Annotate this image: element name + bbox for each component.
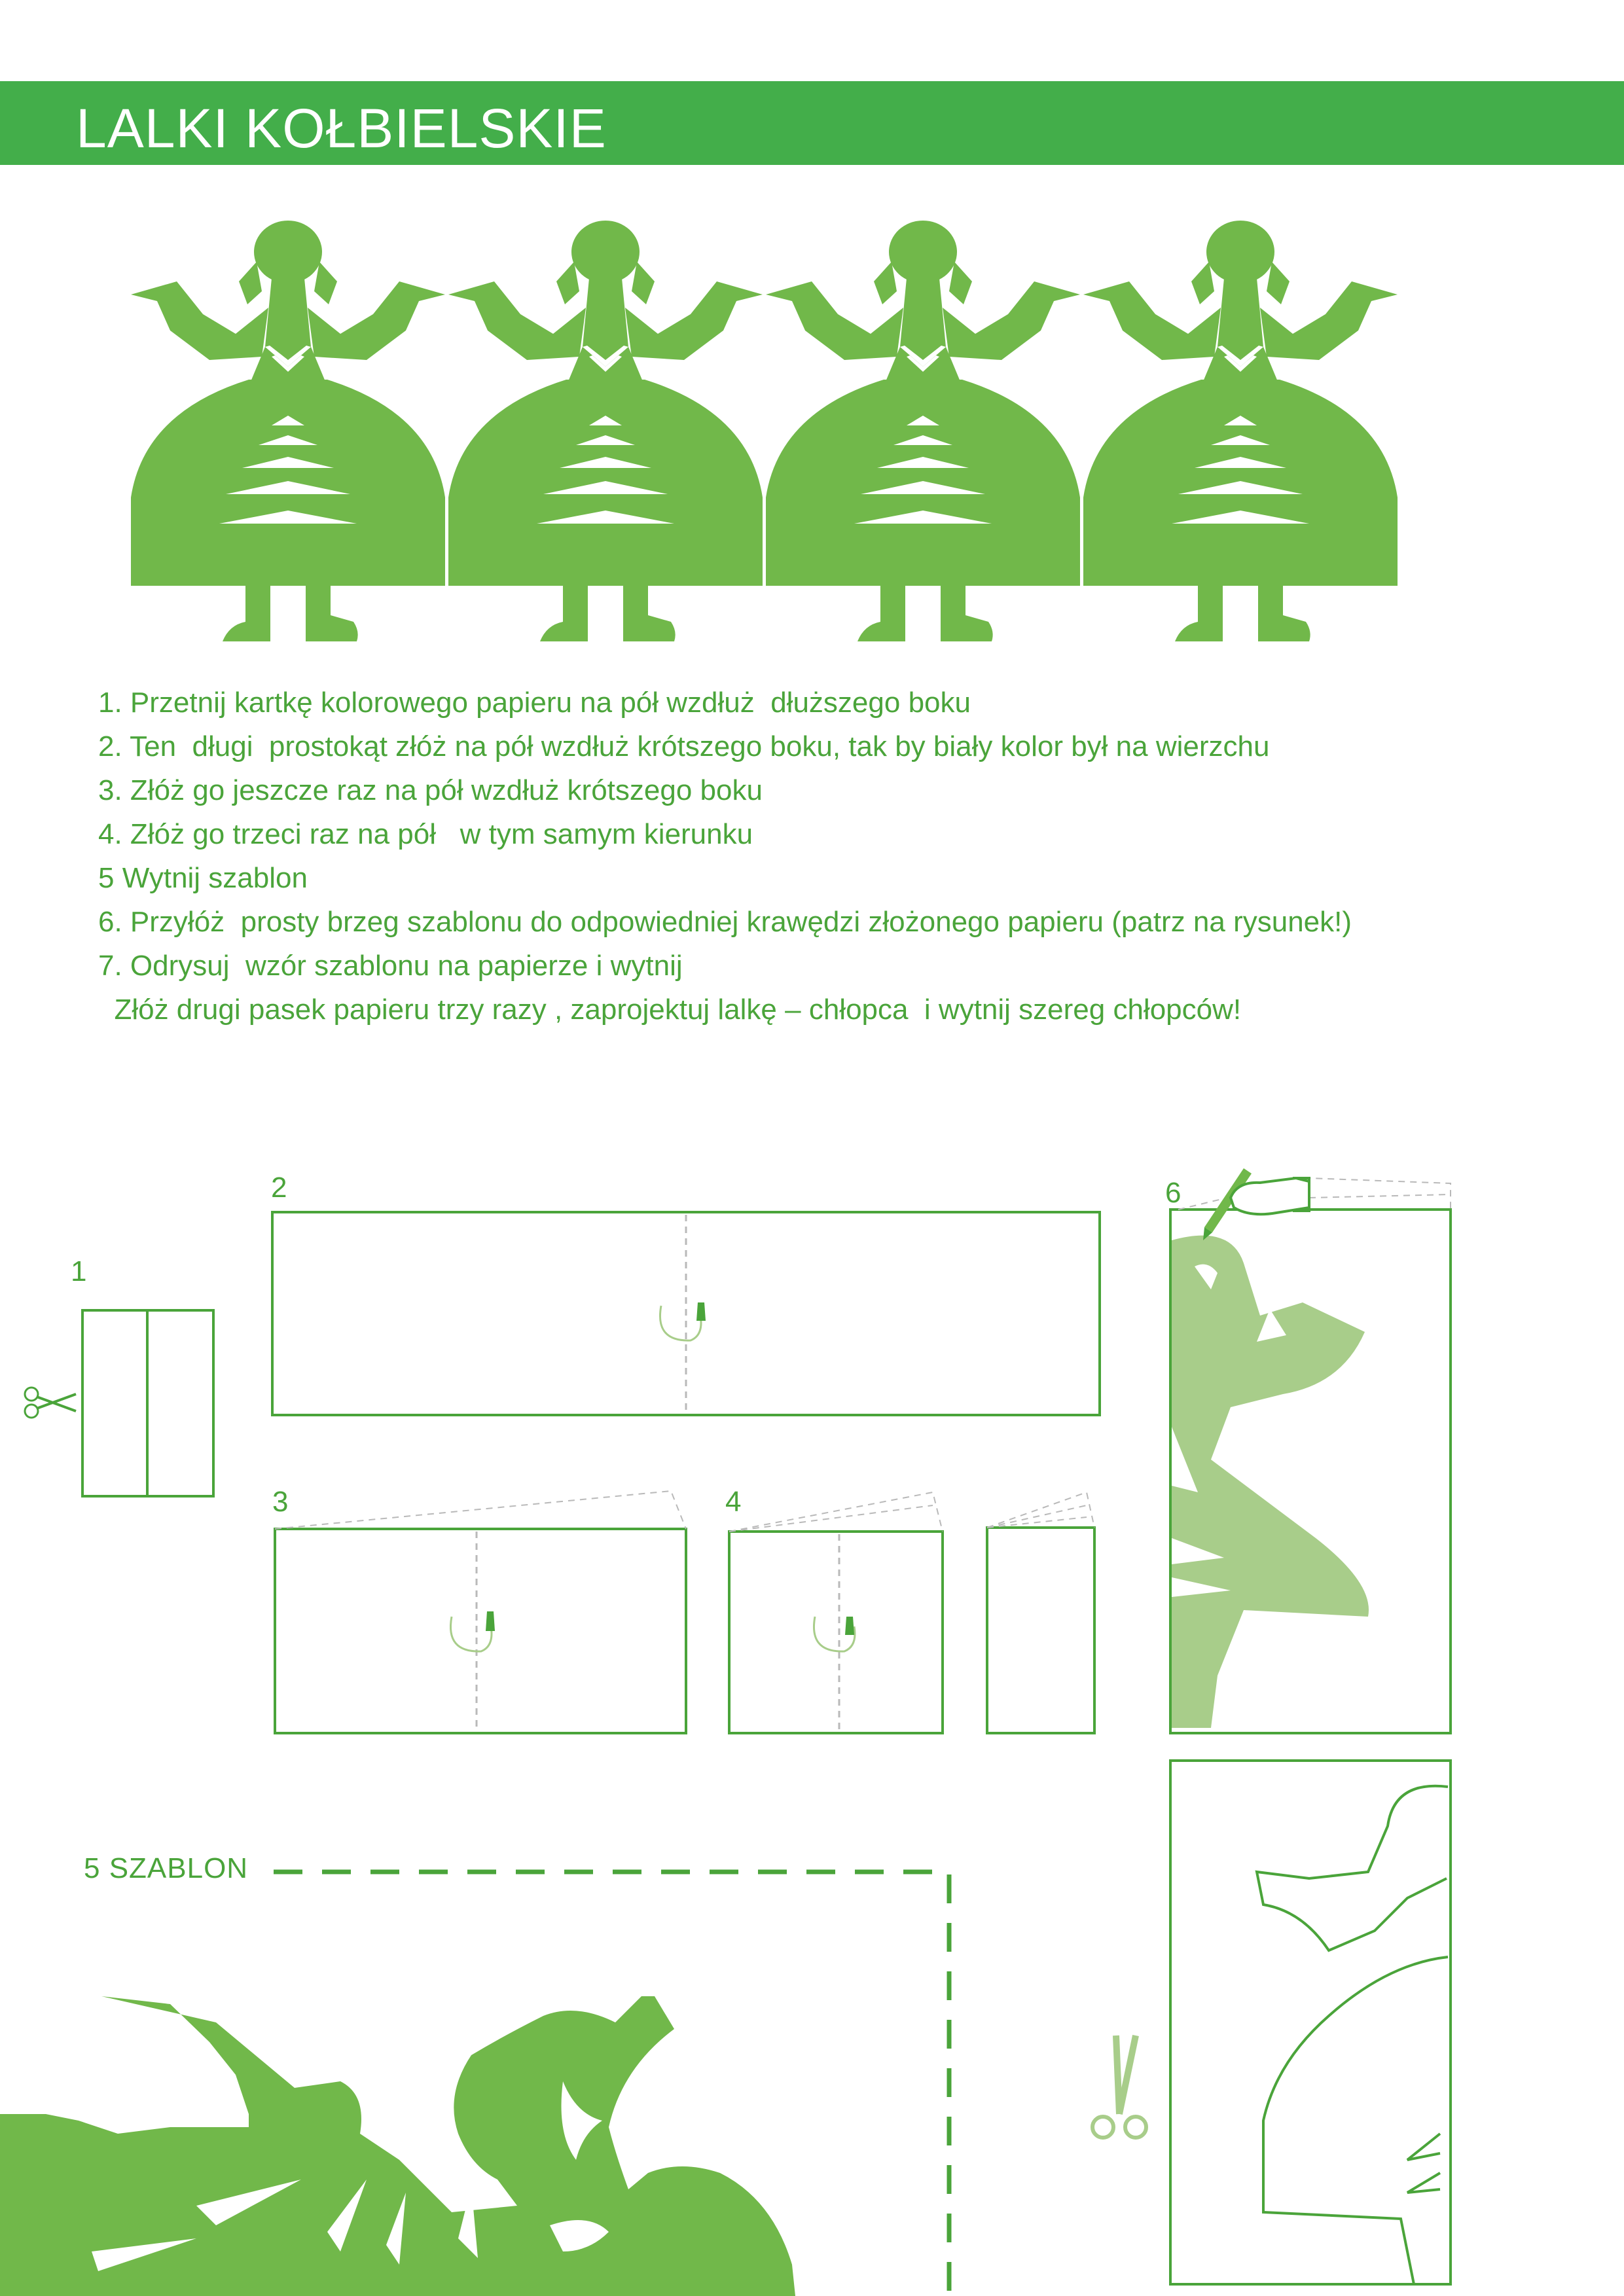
scissors-icon <box>1092 2036 1146 2138</box>
instruction-4: 4. Złóż go trzeci raz na pół w tym samym kierunku <box>98 818 753 850</box>
step3-number: 3 <box>272 1486 289 1518</box>
step4-folded <box>729 1492 943 1733</box>
fold-arrow-icon <box>660 1302 706 1340</box>
step1-sheet <box>82 1310 213 1496</box>
step2-strip <box>272 1212 1100 1415</box>
fold-arrow-icon <box>814 1617 855 1651</box>
step6-number: 6 <box>1165 1177 1182 1209</box>
step2-number: 2 <box>271 1172 287 1204</box>
hand-pencil-icon <box>1203 1168 1309 1240</box>
step6-panel <box>1170 1178 1451 1733</box>
step4-final <box>987 1492 1094 1733</box>
step7-panel <box>1170 1761 1451 2284</box>
instruction-5: 5 Wytnij szablon <box>98 862 308 894</box>
step4-number: 4 <box>725 1486 742 1518</box>
step1-number: 1 <box>71 1255 87 1287</box>
page-title: LALKI KOŁBIELSKIE <box>76 98 607 159</box>
step3-folded <box>275 1491 686 1733</box>
instruction-extra: Złóż drugi pasek papieru trzy razy , zaprojektuj lalkę – chłopca i wytnij szereg chłopców! <box>98 994 1242 1026</box>
instruction-2: 2. Ten długi prostokąt złóż na pół wzdłuż krótszego boku, tak by biały kolor był na wierzchu <box>98 730 1270 762</box>
instruction-7: 7. Odrysuj wzór szablonu na papierze i wytnij <box>98 950 683 982</box>
scissors-icon <box>25 1388 76 1418</box>
instruction-3: 3. Złóż go jeszcze raz na pół wzdłuż krótszego boku <box>98 774 763 806</box>
fold-arrow-icon <box>450 1611 495 1651</box>
instruction-6: 6. Przyłóż prosty brzeg szablonu do odpowiedniej krawędzi złożonego papieru (patrz na rysunek!) <box>98 906 1352 938</box>
template-label: 5 SZABLON <box>84 1852 249 1884</box>
instruction-1: 1. Przetnij kartkę kolorowego papieru na pół wzdłuż dłuższego boku <box>98 687 971 719</box>
template-doll-shape <box>0 1996 795 2296</box>
